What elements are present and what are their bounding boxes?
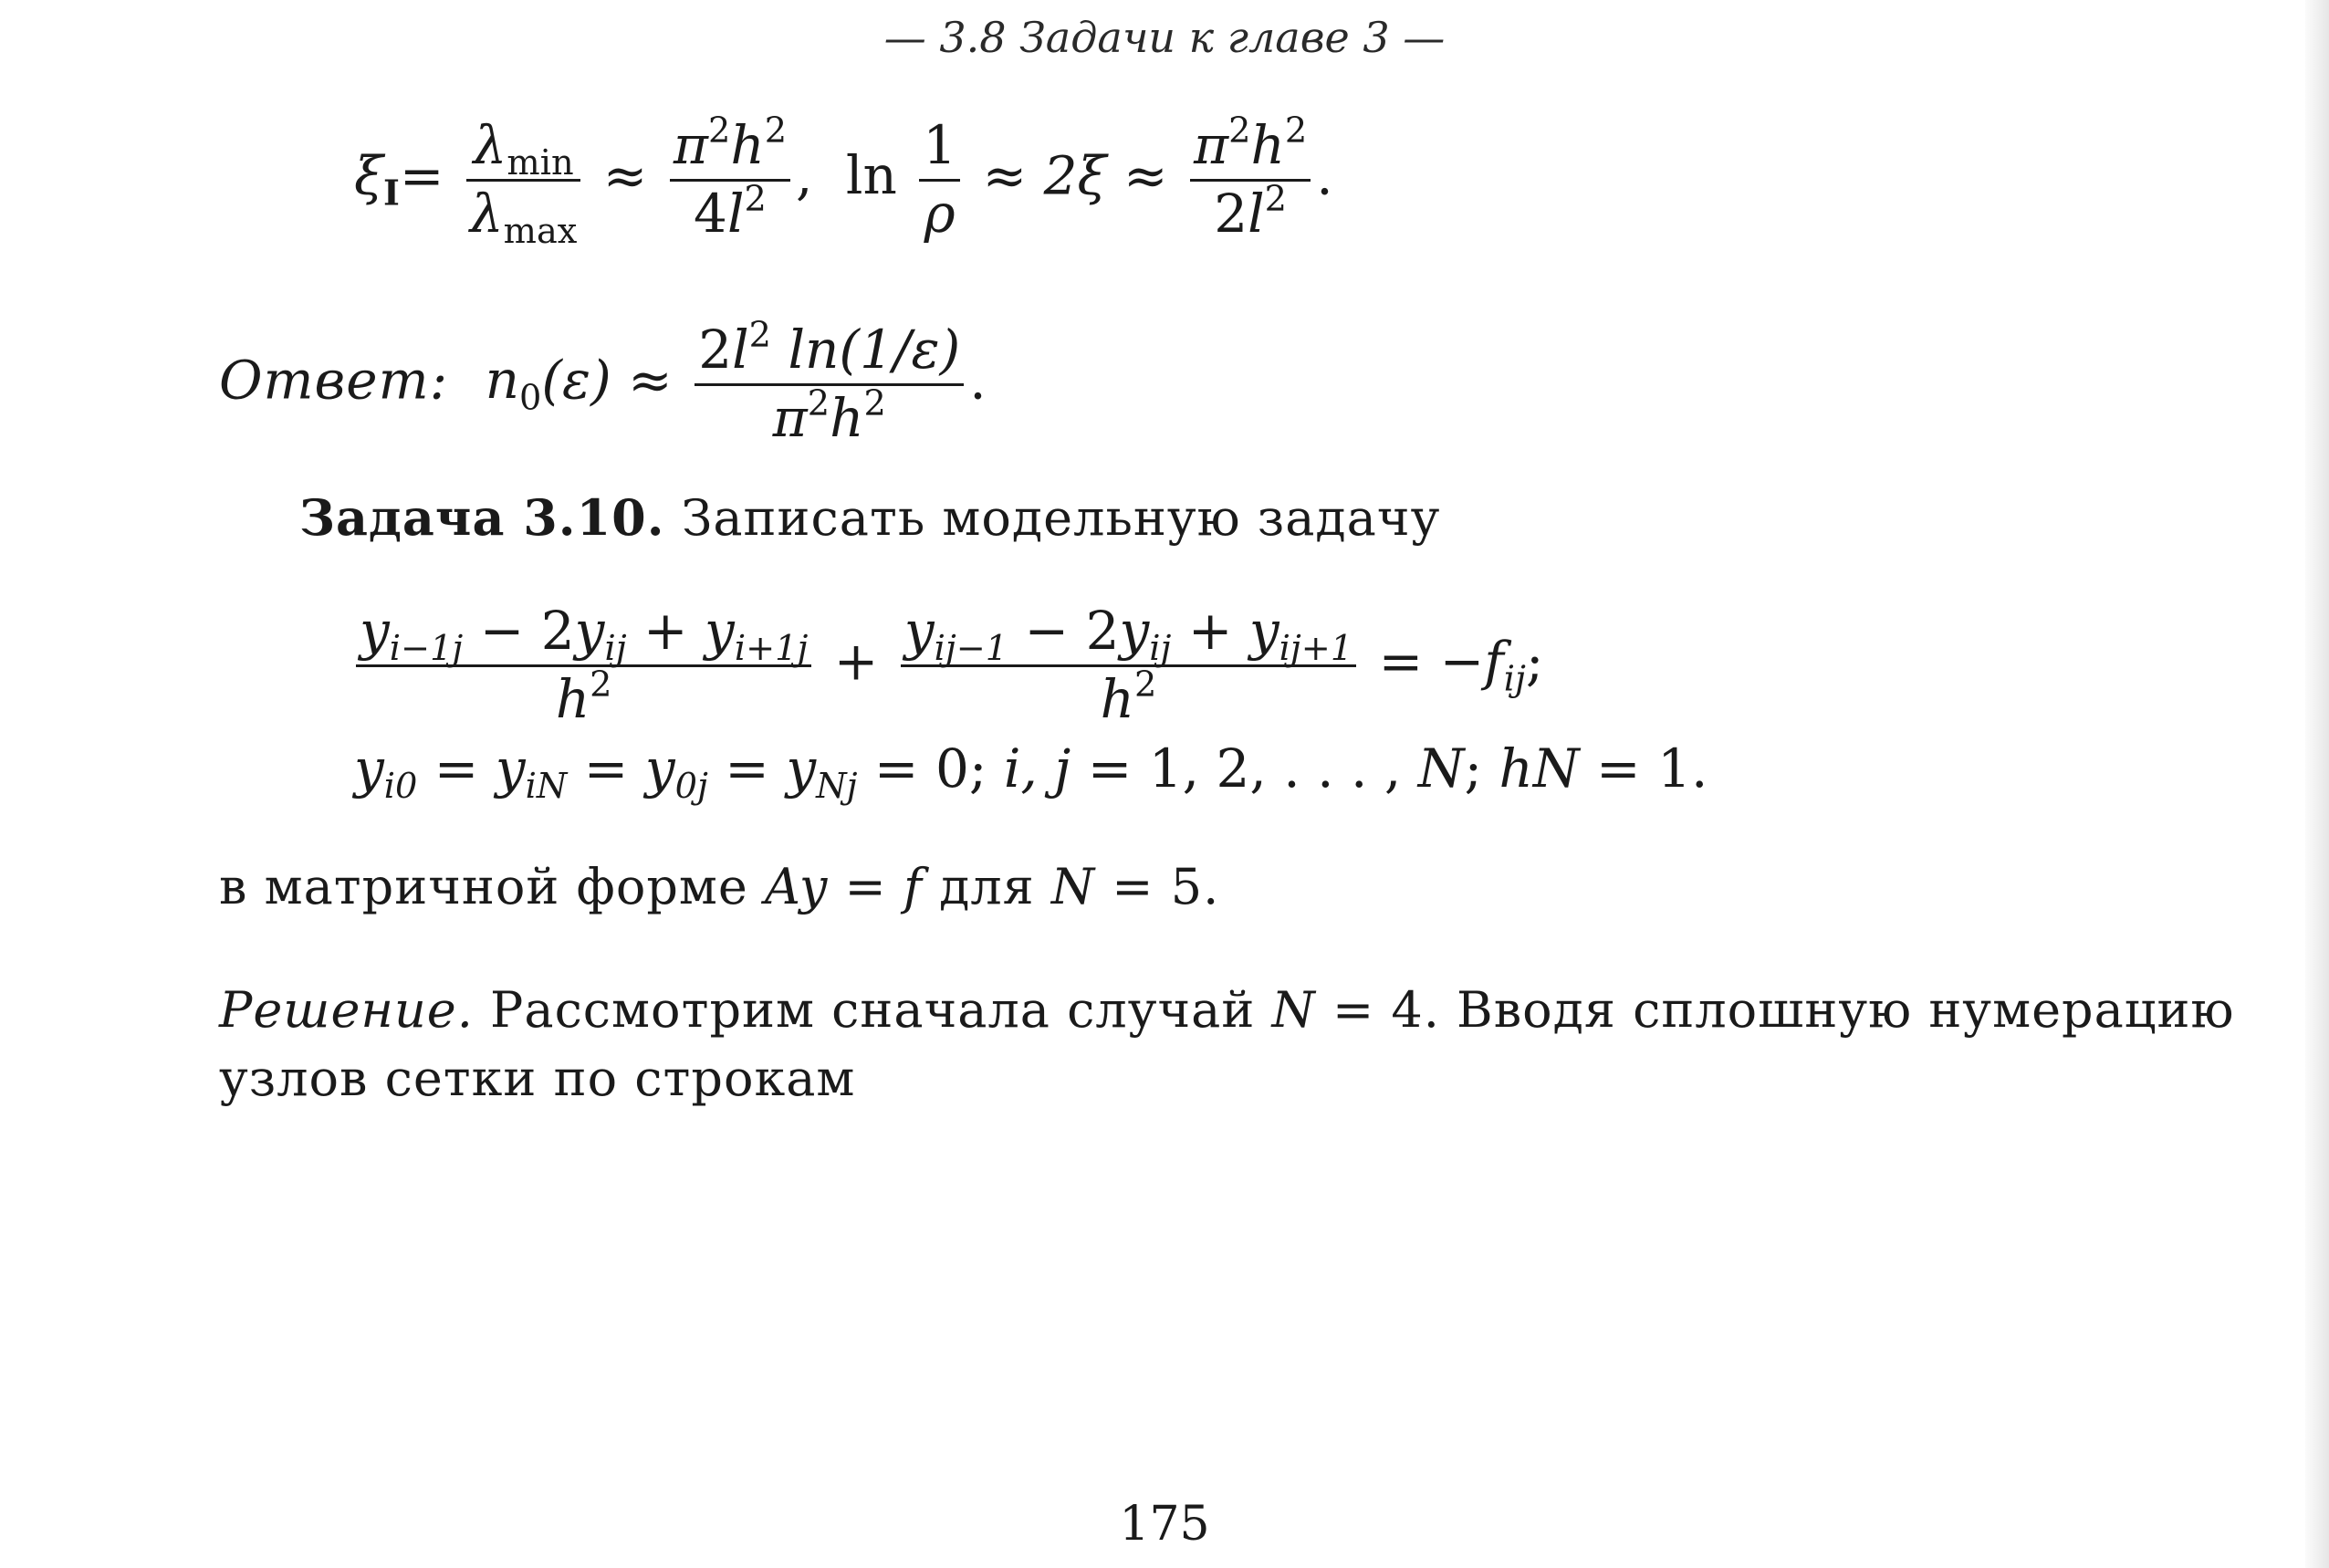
one-over-rho-fraction: $\frac{1}{\rho}$ <box>919 117 960 244</box>
solution-line-1: Решение. Рассмотрим сначала случай N = 4. Вводя сплошную нумерацию <box>219 981 2235 1039</box>
answer-fraction: $\frac{2l^2 \ln(1/\varepsilon)}{\pi^2h^2}$ <box>695 321 964 448</box>
plus-sign: + <box>833 630 879 693</box>
problem-title: Задача 3.10. <box>299 488 665 547</box>
approx-sign-2: ≈ <box>982 144 1028 207</box>
answer-label: Ответ: <box>219 349 449 412</box>
xi-symbol: ξ <box>354 144 383 207</box>
lambda-fraction: $\frac{\lambda_{min}}{\lambda_{max}}$ <box>466 117 580 244</box>
page-number: 175 <box>1119 1497 1210 1552</box>
page-edge-shadow <box>2305 0 2329 1568</box>
y-difference-fraction: $\frac{y_{ij-1} - 2y_{ij} + y_{ij+1}}{h^2}$ <box>901 602 1356 729</box>
solution-line-2: узлов сетки по строкам <box>219 1050 856 1107</box>
comma: , <box>796 144 813 207</box>
pi-h-over-4l-fraction: $\frac{\pi^2h^2}{4l^2}$ <box>670 117 790 244</box>
solution-label: Решение. <box>219 981 474 1039</box>
boundary-conditions: $y_{i0} = y_{iN} = y_{0j} = y_{Nj} = 0$; i, j = 1, 2, . . . , N; hN = 1. <box>354 737 1708 808</box>
rhs-equals: = − <box>1378 630 1485 693</box>
problem-heading <box>299 488 1440 547</box>
formula-xi-ratio <box>354 110 1333 253</box>
xi-subscript: I <box>382 172 400 214</box>
approx-sign-3: ≈ <box>1123 144 1168 207</box>
problem-text: Записать модельную задачу <box>681 489 1441 547</box>
equals-sign: = <box>399 144 444 207</box>
period: . <box>969 349 987 412</box>
n-symbol: n <box>485 349 519 412</box>
matrix-form-line: в матричной форме Ay = f для N = 5. <box>219 858 1220 915</box>
model-equation: $\frac{y_{i-1j} - 2y_{ij} + y_{i+1j}}{h^2}$ + $\frac{y_{ij-1} - 2y_{ij} + y_{ij+1}}{h^2}$ = $-f_{ij}$; <box>350 602 1543 729</box>
x-difference-fraction: $\frac{y_{i-1j} - 2y_{ij} + y_{i+1j}}{h^2}$ <box>356 602 811 729</box>
approx-sign: ≈ <box>628 349 673 412</box>
period: . <box>1316 144 1333 207</box>
approx-sign: ≈ <box>602 144 648 207</box>
running-head: — 3.8 Задачи к главе 3 — <box>883 13 1446 62</box>
two-xi: 2ξ <box>1043 144 1107 207</box>
ln-function: ln <box>845 144 897 207</box>
pi-h-over-2l-fraction: $\frac{\pi^2h^2}{2l^2}$ <box>1190 117 1311 244</box>
answer-formula: Ответ: $n_0(\varepsilon)$ ≈ $\frac{2l^2 \ln(1/\varepsilon)}{\pi^2h^2}$ . <box>219 314 987 449</box>
